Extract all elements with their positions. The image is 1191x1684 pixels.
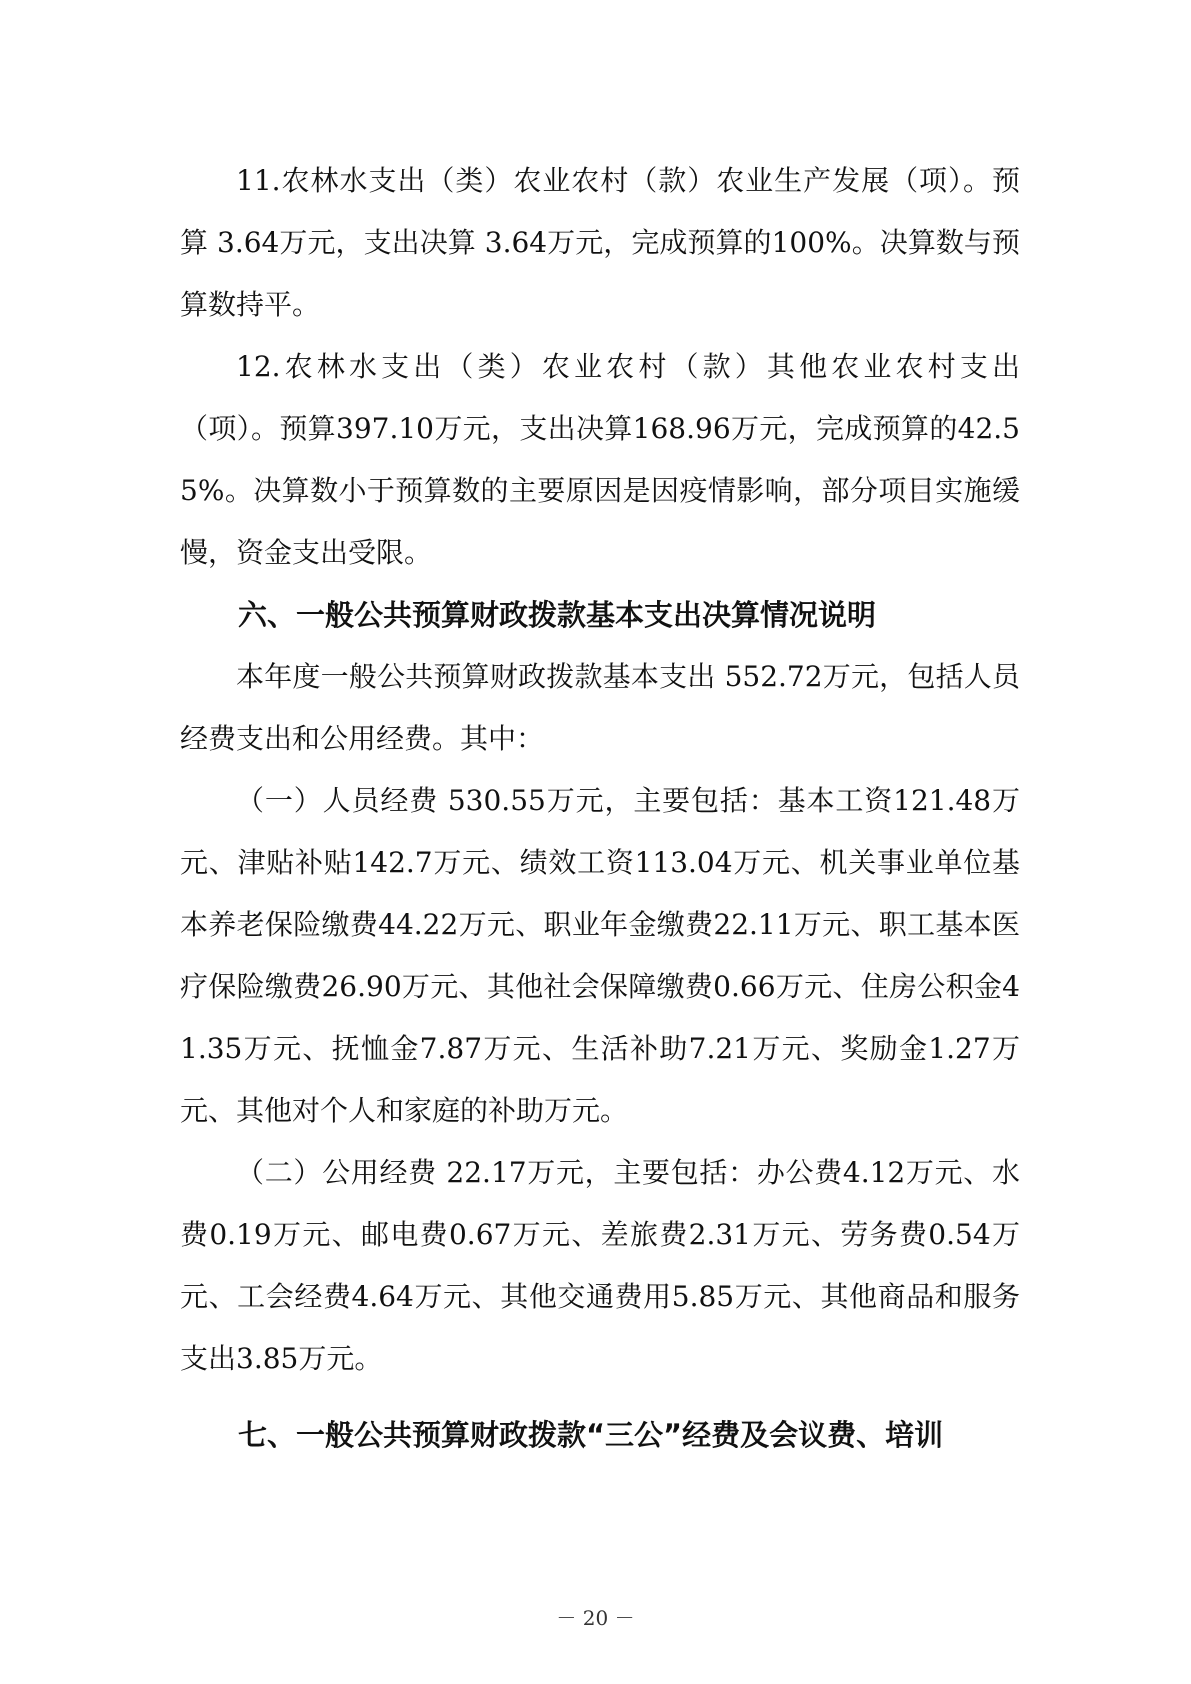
page-number: － 20 － <box>556 1606 635 1630</box>
section-heading-6: 六、一般公共预算财政拨款基本支出决算情况说明 <box>238 598 877 632</box>
paragraph-item-12: 12.农林水支出（类）农业农村（款）其他农业农村支出（项）。预算397.10万元，支出决算168.96万元，完成预算的42.55%。决算数小于预算数的主要原因是因疫情影响，部分项目实施缓慢，资金支出受限。 <box>180 350 1020 569</box>
paragraph-item-11: 11.农林水支出（类）农业农村（款）农业生产发展（项）。预算 3.64万元，支出决算 3.64万元，完成预算的100%。决算数与预算数持平。 <box>180 164 1020 321</box>
section-heading-7: 七、一般公共预算财政拨款“三公”经费及会议费、培训 <box>238 1418 944 1452</box>
section-6-intro: 本年度一般公共预算财政拨款基本支出 552.72万元，包括人员经费支出和公用经费。其中： <box>180 660 1020 755</box>
personnel-expenses-paragraph: （一）人员经费 530.55万元，主要包括：基本工资121.48万元、津贴补贴142.7万元、绩效工资113.04万元、机关事业单位基本养老保险缴费44.22万元、职业年金缴费22.11万元、职工基本医疗保险缴费26.90万元、其他社会保障缴费0.66万元、住房公积金41.35万元、抚恤金7.87万元、生活补助7.21万元、奖励金1.27万元、其他对个人和家庭的补助万元。 <box>180 784 1020 1127</box>
public-expenses-paragraph: （二）公用经费 22.17万元，主要包括：办公费4.12万元、水费0.19万元、邮电费0.67万元、差旅费2.31万元、劳务费0.54万元、工会经费4.64万元、其他交通费用5.85万元、其他商品和服务支出3.85万元。 <box>180 1156 1020 1375</box>
document-body <box>180 150 1020 1466</box>
